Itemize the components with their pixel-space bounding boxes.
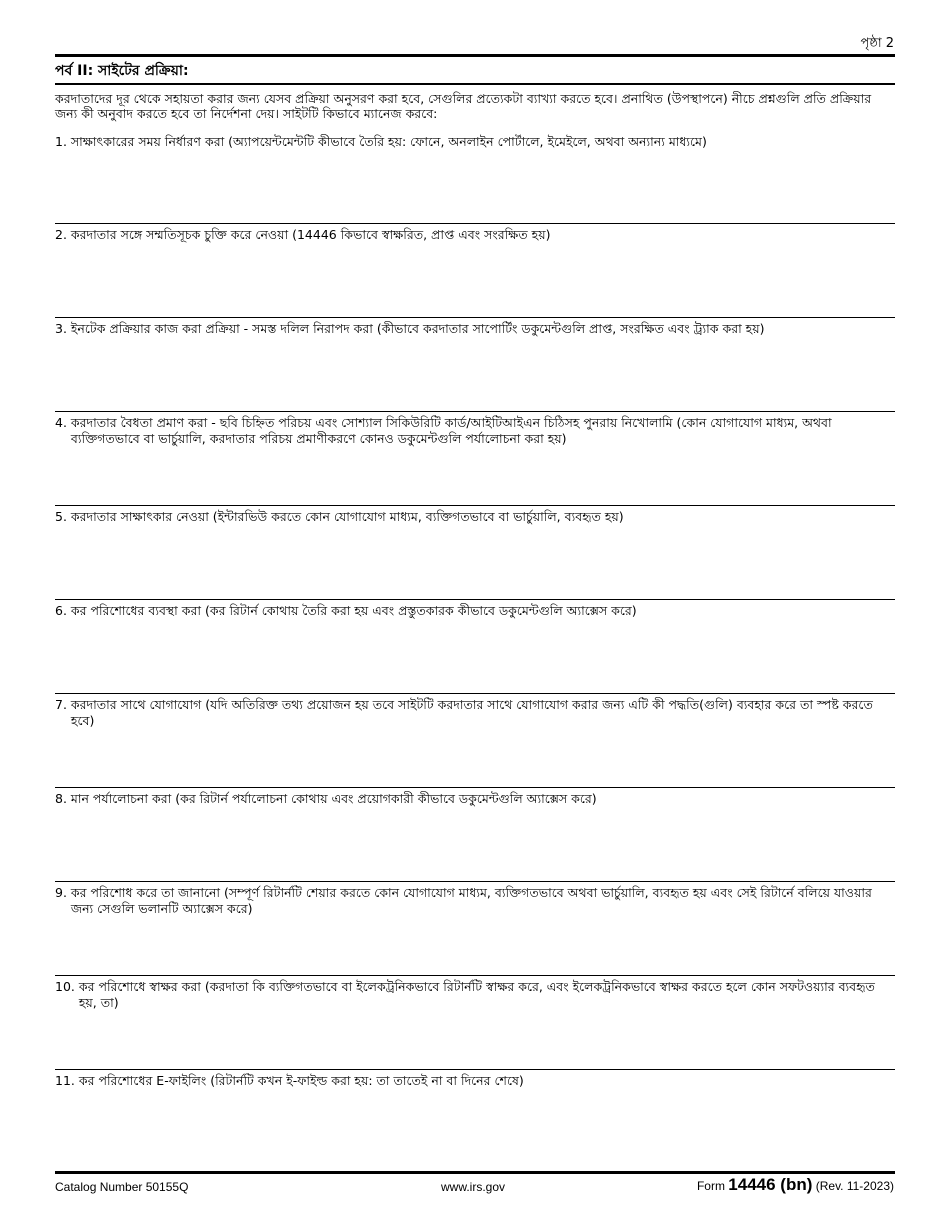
question-text: মান পর্যালোচনা করা (কর রিটার্ন পর্যালোচনা কোথায় এবং প্রয়োগকারী কীভাবে ডকুমেন্টগুলি অ্যাক্সেস করে) xyxy=(70,791,597,806)
question-item-8[interactable] xyxy=(55,788,895,882)
question-text: করদাতার বৈধতা প্রমাণ করা - ছবি চিহ্নিত পরিচয় এবং সোশ্যাল সিকিউরিটি কার্ড/আইটিআইএন চিঠিসহ পুনরায় নিখোলামি (কোন যোগাযোগ মাধ্যম, অথবা ব্যক্তিগতভাবে বা ভার্চুয়ালি, করদাতার পরিচয় প্রমাণীকরণে কোনও ডকুমেন্টগুলি পর্যালোচনা করা হয়) xyxy=(70,415,832,446)
question-number: 5. xyxy=(55,509,71,524)
question-number: 3. xyxy=(55,321,71,336)
question-text: করদাতার সাথে যোগাযোগ (যদি অতিরিক্ত তথ্য প্রয়োজন হয় তবে সাইটটি করদাতার সাথে যোগাযোগ করার জন্য এটি কী পদ্ধতি(গুলি) ব্যবহার করে তা স্পষ্ট করতে হবে) xyxy=(70,697,873,728)
form-prefix: Form xyxy=(696,1179,725,1193)
question-item-1[interactable] xyxy=(55,131,895,224)
question-text: কর পরিশোধে স্বাক্ষর করা (করদাতা কি ব্যক্তিগতভাবে বা ইলেকট্রনিকভাবে রিটার্নটি স্বাক্ষর করে, এবং ইলেকট্রনিকভাবে স্বাক্ষর করতে হলে কোন সফটওয়্যার ব্যবহৃত হয়, তা) xyxy=(78,979,875,1010)
question-item-6[interactable] xyxy=(55,600,895,694)
website-link[interactable]: www.irs.gov xyxy=(441,1180,506,1194)
question-text: কর পরিশোধ করে তা জানানো (সম্পূর্ণ রিটার্নটি শেয়ার করতে কোন যোগাযোগ মাধ্যম, ব্যক্তিগতভাবে অথবা ভার্চুয়ালি, ব্যবহৃত হয় এবং সেই রিটার্নে বলিয়ে যাওয়ার জন্য সেগুলি ভলানটি অ্যাক্সেস করে) xyxy=(70,885,872,916)
question-item-11[interactable] xyxy=(55,1070,895,1164)
bottom-rule xyxy=(55,1171,895,1174)
question-number: 2. xyxy=(55,227,71,242)
question-text: সাক্ষাৎকারের সময় নির্ধারণ করা (অ্যাপয়েন্টমেন্টটি কীভাবে তৈরি হয়: ফোনে, অনলাইন পোর্টালে, ইমেইলে, অথবা অন্যান্য মাধ্যমে) xyxy=(70,134,707,149)
question-number: 8. xyxy=(55,791,71,806)
question-item-4[interactable] xyxy=(55,412,895,506)
form-revision: (Rev. 11-2023) xyxy=(815,1179,894,1193)
question-number: 6. xyxy=(55,603,71,618)
question-text: করদাতার সাক্ষাৎকার নেওয়া (ইন্টারভিউ করতে কোন যোগাযোগ মাধ্যম, ব্যক্তিগতভাবে বা ভার্চুয়ালি, ব্যবহৃত হয়) xyxy=(70,509,624,524)
question-number: 4. xyxy=(55,415,71,430)
question-text: কর পরিশোধের E-ফাইলিং (রিটার্নটি কখন ই-ফাইল্ড করা হয়: তা তাতেই না বা দিনের শেষে) xyxy=(78,1073,524,1088)
question-number: 7. xyxy=(55,697,71,712)
question-number: 1. xyxy=(55,134,71,149)
question-number: 10. xyxy=(55,979,79,994)
catalog-number: Catalog Number 50155Q xyxy=(55,1180,189,1194)
question-number: 11. xyxy=(55,1073,79,1088)
form-number: 14446 (bn) xyxy=(728,1175,813,1194)
top-rule xyxy=(55,54,895,57)
question-text: ইনটেক প্রক্রিয়ার কাজ করা প্রক্রিয়া - সমস্ত দলিল নিরাপদ করা (কীভাবে করদাতার সাপোর্টিং ডকুমেন্টগুলি প্রাপ্ত, সংরক্ষিত এবং ট্র্যাক করা হয়) xyxy=(70,321,765,336)
question-item-5[interactable] xyxy=(55,506,895,600)
question-item-2[interactable] xyxy=(55,224,895,318)
part-rule xyxy=(55,83,895,85)
page-number: পৃষ্ঠা 2 xyxy=(860,36,894,51)
question-item-3[interactable] xyxy=(55,318,895,412)
question-item-10[interactable] xyxy=(55,976,895,1070)
intro-paragraph: করদাতাদের দূর থেকে সহায়তা করার জন্য যেসব প্রক্রিয়া অনুসরণ করা হবে, সেগুলির প্রত্যেকটা ব্যাখ্যা করতে হবে। প্রনাথিত (উপস্থাপনে) নীচে প্রশ্নগুলি প্রতি প্রক্রিয়ার জন্য কী অনুবাদ করতে হবে তা নির্দেশনা দেয়। সাইটটি কিভাবে ম্যানেজ করবে: xyxy=(55,91,872,121)
question-number: 9. xyxy=(55,885,71,900)
form-identifier xyxy=(697,1175,894,1195)
question-list xyxy=(55,131,895,1164)
question-text: করদাতার সঙ্গে সম্মতিসূচক চুক্তি করে নেওয়া (14446 কিভাবে স্বাক্ষরিত, প্রাপ্ত এবং সংরক্ষিত হয়) xyxy=(70,227,551,242)
question-item-9[interactable] xyxy=(55,882,895,976)
part-title: পর্ব II: সাইটের প্রক্রিয়া: xyxy=(55,63,189,79)
question-text: কর পরিশোধের ব্যবস্থা করা (কর রিটার্ন কোথায় তৈরি করা হয় এবং প্রস্তুতকারক কীভাবে ডকুমেন্টগুলি অ্যাক্সেস করে) xyxy=(70,603,637,618)
question-item-7[interactable] xyxy=(55,694,895,788)
